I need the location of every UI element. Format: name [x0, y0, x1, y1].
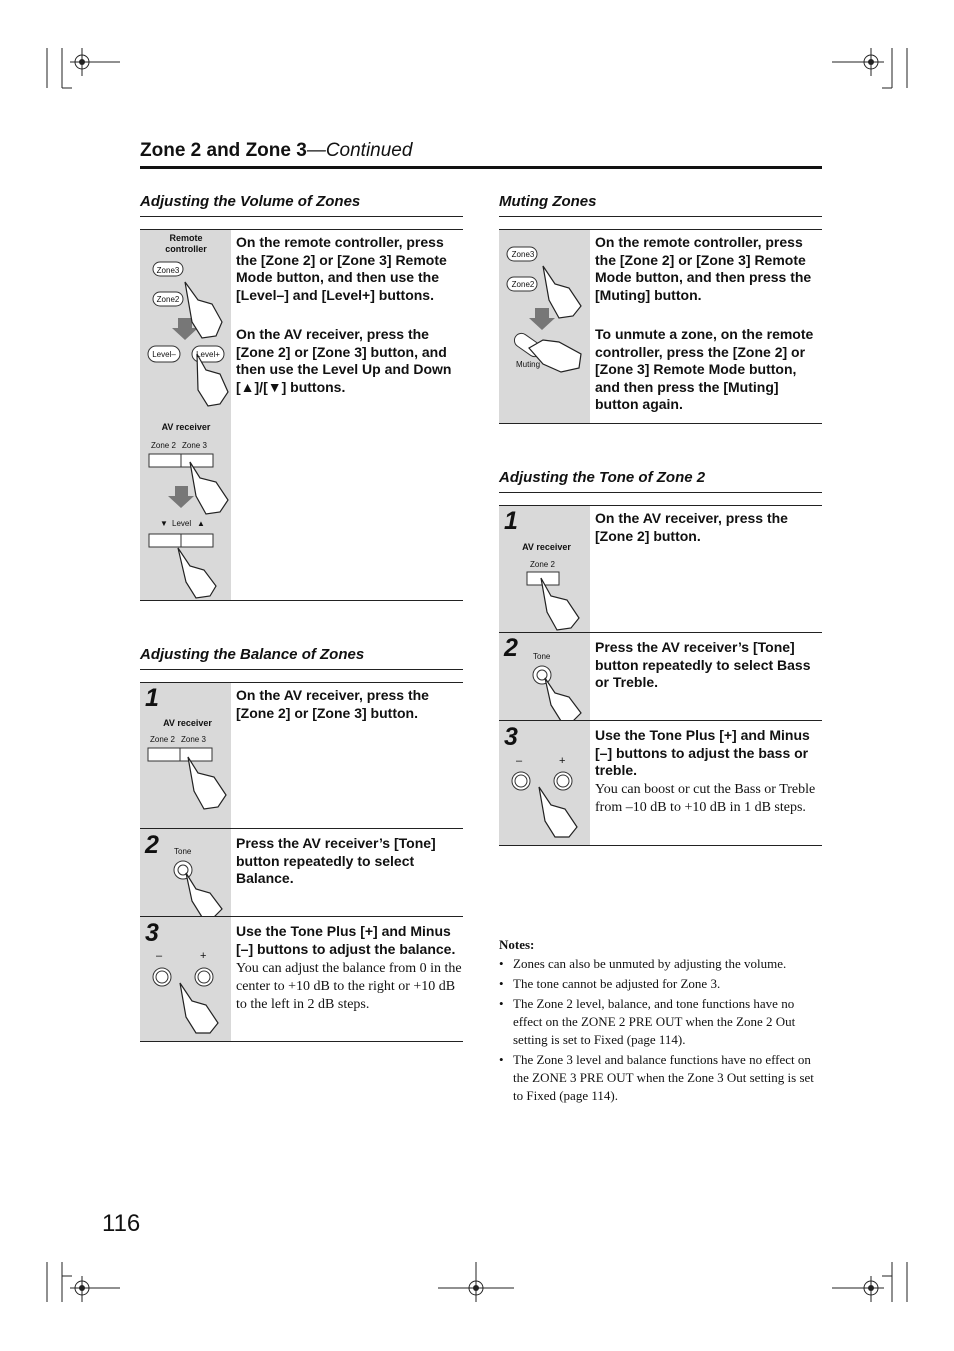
tone-step1-text: On the AV receiver, press the [Zone 2] button.	[595, 510, 788, 544]
tone-step3-illustration	[499, 721, 590, 845]
tone-bottom-rule	[499, 845, 822, 846]
balance-step3-text: Use the Tone Plus [+] and Minus [–] buttons to adjust the balance.	[236, 923, 456, 957]
tone-title-line	[499, 492, 822, 493]
muting-title-line	[499, 216, 822, 217]
balance-step3-detail: You can adjust the balance from 0 in the center to +10 dB to the right or +10 dB to the left in 2 dB steps.	[236, 961, 462, 1012]
balance-step1-zone2-label: Zone 2	[150, 735, 175, 744]
muting-paragraph-2: To unmute a zone, on the remote controller, press the [Zone 2] or [Zone 3] Remote Mode button, and then press the [Muting] button again.	[595, 326, 814, 413]
balance-step1-illustration	[140, 683, 231, 828]
balance-step2-text: Press the AV receiver’s [Tone] button repeatedly to select Balance.	[236, 835, 436, 887]
zone2-label: Zone 2	[151, 441, 176, 450]
zone3-label: Zone 3	[182, 441, 207, 450]
tone-plus-label: +	[559, 755, 566, 767]
muting-section-title: Muting Zones	[499, 193, 597, 210]
volume-paragraph-2-a: On the AV receiver, press the [Zone 2] or [Zone 3] button, and then use the Level Up and Down	[236, 326, 452, 378]
balance-section-title: Adjusting the Balance of Zones	[140, 646, 365, 663]
tone-step2-number: 2	[504, 634, 518, 662]
tone-section-title: Adjusting the Tone of Zone 2	[499, 469, 706, 486]
remote-controller-label: Remote controller	[165, 233, 207, 254]
muting-button-label: Muting	[516, 360, 541, 369]
balance-title-line	[140, 669, 463, 670]
tone-step3-text: Use the Tone Plus [+] and Minus [–] buttons to adjust the bass or treble.	[595, 727, 810, 779]
tone-step1-av-label: AV receiver	[522, 542, 571, 552]
balance-bottom-rule	[140, 1041, 463, 1042]
tone-step3-number: 3	[504, 723, 518, 751]
volume-paragraph-1: On the remote controller, press the [Zone 2] or [Zone 3] Remote Mode button, and then use the [Level–] and [Level+] buttons.	[236, 234, 447, 303]
balance-step3-number: 3	[145, 919, 159, 947]
volume-illustration	[140, 230, 231, 600]
balance-step1-av-label: AV receiver	[163, 718, 212, 728]
remote-zone3-button: Zone3	[156, 266, 180, 275]
note-item: • The tone cannot be adjusted for Zone 3.	[499, 975, 822, 993]
header-continued: —Continued	[306, 140, 413, 161]
balance-step2-tone-label: Tone	[174, 847, 192, 856]
balance-step2-illustration	[140, 829, 231, 916]
note-item: • Zones can also be unmuted by adjusting the volume.	[499, 955, 822, 973]
balance-step1-number: 1	[145, 684, 159, 712]
tone-step1-number: 1	[504, 507, 518, 535]
tone-minus-label: –	[516, 755, 523, 767]
header-title: Zone 2 and Zone 3	[140, 140, 307, 161]
header-rule	[140, 166, 822, 169]
remote-zone2-button: Zone2	[156, 295, 180, 304]
page-number: 116	[102, 1210, 141, 1237]
level-down-arrow-icon: ▼	[160, 519, 168, 528]
level-label: Level	[172, 519, 192, 528]
balance-step3-illustration	[140, 917, 231, 1041]
balance-step1-zone3-label: Zone 3	[181, 735, 206, 744]
tone-step1-illustration	[499, 506, 590, 632]
tone-step3-detail: You can boost or cut the Bass or Treble from –10 dB to +10 dB in 1 dB steps.	[595, 782, 816, 815]
tone-step2-tone-label: Tone	[533, 652, 551, 661]
notes-title: Notes:	[499, 937, 535, 952]
balance-step1-text: On the AV receiver, press the [Zone 2] or [Zone 3] button.	[236, 687, 429, 721]
volume-paragraph-2	[236, 326, 462, 396]
av-receiver-label: AV receiver	[161, 422, 211, 432]
volume-bottom-rule	[140, 600, 463, 601]
notes-list	[499, 955, 822, 1107]
tone-step2-text: Press the AV receiver’s [Tone] button repeatedly to select Bass or Treble.	[595, 639, 811, 691]
balance-plus-label: +	[200, 950, 207, 962]
tone-step1-zone2-label: Zone 2	[530, 560, 555, 569]
muting-bottom-rule	[499, 423, 822, 424]
page-header	[140, 140, 412, 162]
muting-paragraph-1: On the remote controller, press the [Zone 2] or [Zone 3] Remote Mode button, and then press the [Muting] button.	[595, 234, 812, 303]
volume-paragraph-2-b: [▲]/[▼] buttons.	[236, 378, 346, 395]
balance-minus-label: –	[156, 950, 163, 962]
level-up-arrow-icon: ▲	[197, 519, 205, 528]
note-item: • The Zone 3 level and balance functions have no effect on the ZONE 3 PRE OUT when the Zone 3 Out setting is set to Fixed (page 114).	[499, 1051, 822, 1105]
balance-step2-number: 2	[145, 831, 159, 859]
muting-zone2-button: Zone2	[511, 280, 535, 289]
muting-zone3-button: Zone3	[511, 250, 535, 259]
tone-step2-illustration	[499, 633, 590, 720]
level-minus-button: Level–	[152, 350, 176, 359]
level-plus-button: Level+	[196, 350, 220, 359]
note-item: • The Zone 2 level, balance, and tone functions have no effect on the ZONE 2 PRE OUT when the Zone 2 Out setting is set to Fixed (page 114).	[499, 995, 822, 1049]
volume-section-title: Adjusting the Volume of Zones	[140, 193, 361, 210]
volume-title-line	[140, 216, 463, 217]
